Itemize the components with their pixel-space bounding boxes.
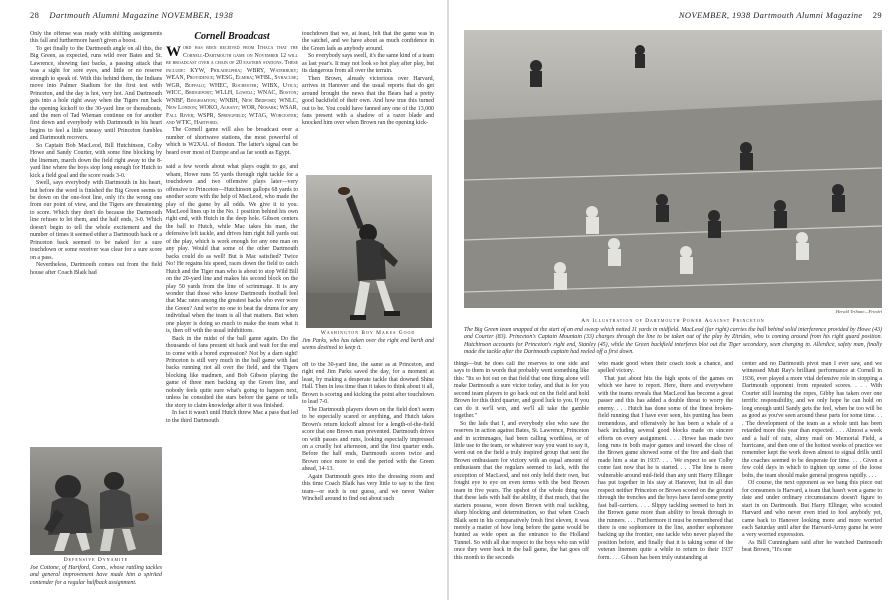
washington-boy-caption: Jim Parks, who has taken over the right end berth and seems destined to keep it. (302, 338, 434, 352)
paragraph: touchdown that we, at least, felt that the game was in the satchel, and we have about as much confidence in the Green lads as anybody around. (302, 31, 434, 52)
photo-credit: Herald Tribune—Friedel (835, 309, 882, 314)
football-player-photo-illustration (30, 447, 162, 555)
right-column-3 (742, 361, 882, 596)
paragraph: So everybody says swell, it's the same kind of a team as last year's. It may not look so hot play after play, but its dangerous from all over the terrain. (302, 53, 434, 75)
paragraph: Only the offense was ready with shifting assignments this fall and furthermore hasn't given a boost. (30, 31, 162, 45)
paragraph: who made good when their coach took a chance, and spelled victory. (598, 361, 733, 375)
drop-cap: W (166, 44, 181, 61)
paragraph: So the lads that I, and everybody else who saw the reserves in action against Bates, St. Lawrence, Princeton and in scrimmages, had been calling worthless, or of little use to the team, or whatever way you want to say it, went out on the field a truly inspired group that sent the Brown enthusiasm for victory with an equal amount of enthusiasm that the regulars seemed to lack, with the exception of MacLeod, and not only held their own, but fought eye to eye on even terms with the best Brown team in five years. The upshot of the whole thing was that these lads with half the ability, if that much, that the starters possess, wore down Brown with real tackling, sharp blocking and determination, so that when Coach Blaik sent in his comparatively fresh first eleven, it was merely a matter of how long before the game would be hunted as wide open as the entrance to the Holland Tunnel. So with all due respect to the boys who ran wild once they were back in the ball game, the hat goes off this month to the seconds (454, 420, 589, 561)
left-column-3-top (302, 31, 434, 171)
cornell-broadcast-heading: Cornell Broadcast (194, 31, 270, 42)
left-column-1 (30, 31, 162, 445)
paragraph: off to the 30-yard line, the same as at Princeton, and right end Jim Parks saved the day, for a moment at least, by making a desperate tackle that downed Shine Hall. Then in less time than it takes to think about it all, Brown is scoring and kicking the point after touchdown to lead 7-0. (302, 362, 434, 406)
right-page-header (679, 10, 882, 20)
left-page-header (30, 10, 233, 20)
right-column-1 (454, 361, 589, 596)
paragraph: Of course, the next opponent as we bang this piece out for consumers is Harvard, a team that hasn't won a game to date and under ordinary circumstances doesn't figure to start in on Dartmouth. But Harry Ellinger, who scouted Harvard and who never even tried to fool anybody yet, came back to Hanover looking more and more worried each Saturday until after the Harvard-Army game he wore a very worried expression. (742, 480, 882, 539)
paragraph: So Captain Bob MacLeod, Bill Hutchinson, Colby Howe and Sandy Courter, with some fine blocking by the linemen, march down the field right away to the 8-yard line where the boys stop long enough for Hutch to kick a field goal and the score reads 3-0. (30, 142, 162, 179)
dartmouth-power-caption-title: An Illustration of Dartmouth Power Against Princeton (581, 318, 765, 324)
paragraph: center and no Dartmouth pivot man I ever saw, and we witnessed Mutt Ray's brilliant performance at Cornell in 1936, ever played a more vital defensive role in stopping a Dartmouth opponent from repeated scores. . . . With Courter still learning the ropes, Gibby has taken over one terrific responsibility, and we only hope he can hold on long enough until Sandy gets the feel, when he too will be as good as you've seen around these parts for some time. . . . The development of the team as a whole unit has been retarded more this year than expected. . . . Almost a week and a half of rain, slimy mud on Memorial Field, a hurricane, and then one of the hottest weeks of practice we remember kept the work down almost to signal drills until the coaches seemed to be desperate for time. . . . Given a few cold days in which to tighten up some of the loose bolts, the team should make general progress rapidly. . . . (742, 361, 882, 479)
paragraph: Again Dartmouth goes into the dressing room and this time Coach Blaik has very little to say to the first team—or such is our guess, and we never Walter Winchell around to find out about such (302, 473, 434, 503)
washington-boy-caption-title: Washington Boy Makes Good (320, 330, 416, 336)
left-page-number: 28 (30, 10, 40, 20)
page-gutter (447, 0, 449, 600)
football-game-field-illustration (464, 30, 882, 308)
defensive-dynamite-caption-title: Defensive Dynamite (63, 557, 129, 563)
left-header-title: Dartmouth Alumni Magazine NOVEMBER, 1938 (49, 10, 234, 20)
dartmouth-power-caption: The Big Green team snapped at the start of an end sweep which netted 11 yards in midfield. MacLeod (far right) carries the ball behind solid interference provided by Howe (43) and Courter (83). Princeton's Captain Mountain (33) charges through the line to be taken out of the play by Zitrides, who is coming around from his right guard position. Hutchinson accounts for Princeton's right end, Stanley (45), while the Green backfield interferes blot out the Tiger secondary, seen charging in. Allerdice, safety man, finally made the tackle after the Dartmouth captain had reeled off a first down. (464, 327, 882, 355)
right-page-number: 29 (872, 10, 882, 20)
player-catching-pass-illustration (306, 175, 432, 328)
paragraph: ord has been received from Ithaca that the Cornell-Dartmouth game on November 12 will be broadcast over a chain of 20 eastern stations. These include: KYW, Philadelphia; WBRY, Waterbury; WEAN, Providence; WESG, Elmira; WFBL, Syracuse; WGR, Buffalo; WHEC, Rochester; WIBX, Utica; WICC, Bridgeport; WLLH, Lowell; WNAC, Boston; WNBF, Binghamton; WNBH, New Bedford; WNLC, New London; WOKO, Albany; WOR, Newark; WSAR, Fall River; WSPR, Springfield; WTAG, Worcester; and WTIC, Hartford. (166, 45, 298, 126)
paragraph: That just about hits the high spots of the games on which we have to report. Here, there and everywhere with the teams reveals that MacLeod has become a great passer and this has added a double threat to worry the enemy. . . . Hutch has done some of the finest broken-field running that I have ever seen, his punting has been tremendous, and offensively he has been a whale of a back including several good blocks made on sincere efforts on every assignment. . . . Howe has made two long runs in both major games and toward the close of the Brown game showed some of the fire and dash that made him a star in 1937. . . . We expect to see Colby come fast now that he is started. . . . The line is more vulnerable around mid-field than any unit Harry Ellinger has put together in his stay at Hanover, but in all due respect neither Princeton or Brown scored on the ground through the trenches and the boys have fared some pretty fast ball-carriers. . . . Slippy tackling seemed to hurt in the Brown game more than ability to break through to the runners. . . . Furthermore it must be remembered that there is one sophomore in the line, another sophomore backing up the frontier, one tackle who never played the position before, and finally that it is taking some of the veteran linemen quite a while to return to their 1937 form. . . . Gibson has been truly outstanding at (598, 375, 733, 561)
paragraph: The Cornell game will also be broadcast over a number of shortwave stations, the most powerful of which is W2XAL of Boston. The latter's signal can be heard over most of Europe and as far south as Egypt. (166, 127, 298, 156)
paragraph: Back in the midst of the ball game again. Do the thousands of fans present sit back and wait for the end to come with a bored expression? Not by a darn sight! Princeton is still very much in the ball game with fast backs running riot all over the field, and the Tigers blocking like madmen, and Bob Gibson playing the game of three men backing up the Green line, and nobody feels quite sure what's going to happen next, unless he consulted the stars before the game or tells the story to claim knowledge after it was finished. (166, 335, 298, 409)
paragraph: Then Brown, already victorious over Harvard, arrives in Hanover and the usual reports that do get around brought the news that the Bears had a pretty good backfield of their own. And how true this turned out to be. You could have fanned any one of the 13,000 fans present with a shadow of a razor blade and knocked him over when Brown ran the opening kick- (302, 75, 434, 127)
paragraph: Swell, says everybody with Dartmouth in his heart, but before the word is finished the Big Green seems to be down on the one-foot line, only it's the wrong one from our point of view, and the Tigers are threatening to score. Which they don't do because the Dartmouth line refuses to let them, and the half ends, 3-0. Which doesn't begin to tell the whole excitement and the number of times it seemed either a Dartmouth back or a Princeton back seemed to be naked for a sure touchdown or some receiver was clear for a sure score on a pass. (30, 180, 162, 261)
defensive-dynamite-caption: Joe Cottone, of Hartford, Conn., whose rattling tackles and general improvement have made him a spirited contender for a regular halfback assignment. (30, 565, 162, 586)
photo-washington-boy (306, 175, 432, 328)
photo-defensive-dynamite (30, 447, 162, 555)
left-column-2 (166, 31, 298, 596)
paragraph: said a few words about what plays ought to go, and wham, Howe runs 55 yards through right tackle for a touchdown and two offensive plays later—very offensive to Princeton—Hutchinson gallops 68 yards to another score with the help of MacLeod, who made the play of the game by all odds. We give it to you. MacLeod lines up in the No. 1 position behind his own right end, with Hutch in the deep hole. Gibson centers the ball to Hutch, while Mac takes his man, the defensive left tackle, and drives him right full yards out of the play, which is work enough for any one man on any play. Would that some of the other Dartmouth backs could do as well! But is Mac satisfied? Twice No! He regains his speed, races down the field to catch Hutch and the Tiger man who is about to stop Wild Bill on the 20-yard line and makes his second block on the play 50 yards from the line of scrimmage. It is any wonder that those who know Dartmouth football feel that Mac rates among the greatest backs who ever wore the Green? And we're no one to beat the drums for any individual when the team is all that matters. But when one player is doing so much to make the team what it is, then off with the usual inhibitions. (166, 164, 298, 335)
right-column-2 (598, 361, 733, 596)
left-column-3-bottom (302, 362, 434, 596)
paragraph: As Bill Cunningham said after he watched Dartmouth beat Brown, "It's one (742, 539, 882, 554)
right-header-title: NOVEMBER, 1938 Dartmouth Alumni Magazine (678, 10, 863, 20)
paragraph: things—but he does call the reserves to one side and says to them in words that probably went something like this: "Its so hot out on that field that one thing alone will make Dartmouth a sure victor today, and that is for you second team players to go back out on the field and hold Brown for this third quarter, and good luck to you. If you can do it we'll win, and we'll all take the gamble together." (454, 361, 589, 420)
paragraph: Nevertheless, Dartmouth comes out from the field house after Coach Blaik had (30, 262, 162, 276)
paragraph: To get finally to the Dartmouth angle on all this, the Big Green, as expected, runs wild over Bates and St. Lawrence, showing fast backs, a passing attack that was a sight for sore eyes, and little or no reserve strength to speak of. With this behind them, the Indians move into Palmer Stadium for the first test with Princeton, and the day is hot, very hot. And Dartmouth gets into a hole right away when the Tigers run back the opening kickoff to the 30-yard line or thereabouts, and the men of Tad Wieman continue on for another first down and everybody with Dartmouth in his heart begins to feel a little uneasy until Princeton fumbles and Dartmouth recovers. (30, 45, 162, 142)
paragraph: In fact it wasn't until Hutch threw Mac a pass that led to the third Dartmouth (166, 410, 298, 424)
photo-dartmouth-power (464, 30, 882, 308)
paragraph: The Dartmouth players down on the field don't seem to be especially scared or anything, and Hutch takes Brown's return kickoff almost for a length-of-the-field score that one Brown man prevented. Dartmouth drives on with passes and runs, looking especially impressed on a cruelly hot afternoon, and the first quarter ends. Before the half ends, Dartmouth scores twice and Brown once more to end the period with the Green ahead, 14-13. (302, 406, 434, 473)
